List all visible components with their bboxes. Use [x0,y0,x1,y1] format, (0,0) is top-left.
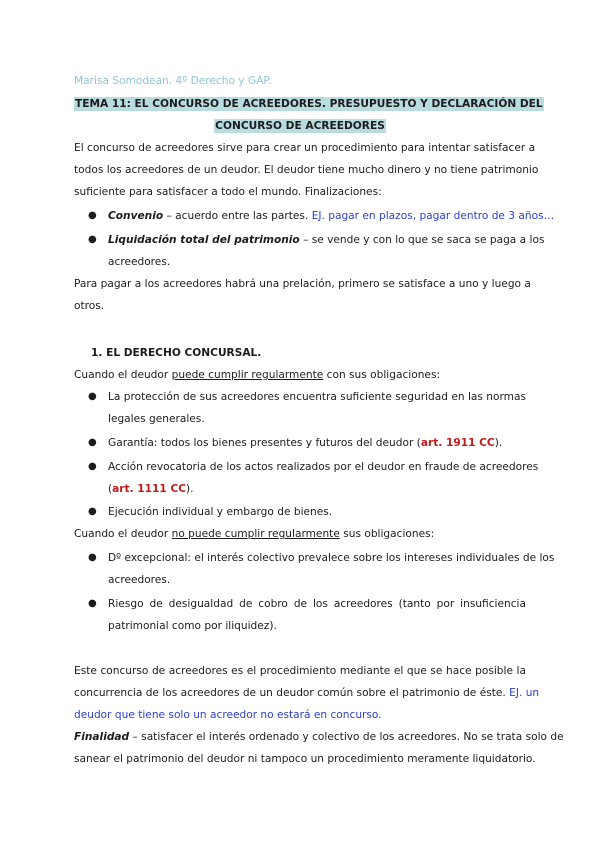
list-item: Garantía: todos los bienes presentes y futuros del deudor (art. 1911 CC). [108,437,503,449]
bullet-icon: ● [88,437,97,448]
list-item: La protección de sus acreedores encuentra suficiente seguridad en las normas [108,391,526,403]
section-heading: 1. EL DERECHO CONCURSAL. [91,347,262,359]
page-title-line-1: TEMA 11: EL CONCURSO DE ACREEDORES. PRESUPUESTO Y DECLARACIÓN DEL [75,98,543,110]
bullet-icon: ● [88,391,97,402]
list-item: Ejecución individual y embargo de bienes. [108,506,333,518]
prelacion-line: otros. [74,300,105,312]
list-item-cont: patrimonial como por iliquidez). [108,620,277,632]
bullet-icon: ● [88,234,97,245]
list-item-cont: legales generales. [108,413,205,425]
author-header: Marisa Somodean. 4º Derecho y GAP. [74,75,272,87]
list-item: Acción revocatoria de los actos realizados por el deudor en fraude de acreedores [108,461,539,473]
bullet-icon: ● [88,461,97,472]
list-item-liquidacion-cont: acreedores. [108,256,171,268]
bullet-icon: ● [88,552,97,563]
paragraph-line: Este concurso de acreedores es el procedimiento mediante el que se hace posible la [74,665,526,677]
list-item-cont: (art. 1111 CC). [108,483,194,495]
list-item-liquidacion: Liquidación total del patrimonio – se vende y con lo que se saca se paga a los [108,234,545,246]
example-text: deudor que tiene solo un acreedor no estará en concurso. [74,709,382,721]
prelacion-line: Para pagar a los acreedores habrá una prelación, primero se satisface a uno y luego a [74,278,531,290]
intro-line: suficiente para satisfacer a todo el mundo. Finalizaciones: [74,186,382,198]
bullet-icon: ● [88,210,97,221]
list-item-cont: acreedores. [108,574,171,586]
intro-line: todos los acreedores de un deudor. El deudor tiene mucho dinero y no tiene patrimonio [74,164,539,176]
list-item: Dº excepcional: el interés colectivo prevalece sobre los intereses individuales de los [108,552,555,564]
finalidad-line: sanear el patrimonio del deudor ni tampoco un procedimiento meramente liquidatorio. [74,753,536,765]
bullet-icon: ● [88,598,97,609]
nocumple-intro: Cuando el deudor no puede cumplir regularmente sus obligaciones: [74,528,435,540]
paragraph-line: concurrencia de los acreedores de un deudor común sobre el patrimonio de éste. EJ. un [74,687,540,699]
finalidad-line: Finalidad – satisfacer el interés ordenado y colectivo de los acreedores. No se trata solo de [74,731,564,743]
intro-line: El concurso de acreedores sirve para crear un procedimiento para intentar satisfacer a [74,142,536,154]
page-title-line-2: CONCURSO DE ACREEDORES [215,120,385,132]
list-item: Riesgo de desigualdad de cobro de los acreedores (tanto por insuficiencia [108,598,526,610]
bullet-icon: ● [88,506,97,517]
cumple-intro: Cuando el deudor puede cumplir regularmente con sus obligaciones: [74,369,441,381]
list-item-convenio: Convenio – acuerdo entre las partes. EJ. pagar en plazos, pagar dentro de 3 años… [108,210,555,222]
